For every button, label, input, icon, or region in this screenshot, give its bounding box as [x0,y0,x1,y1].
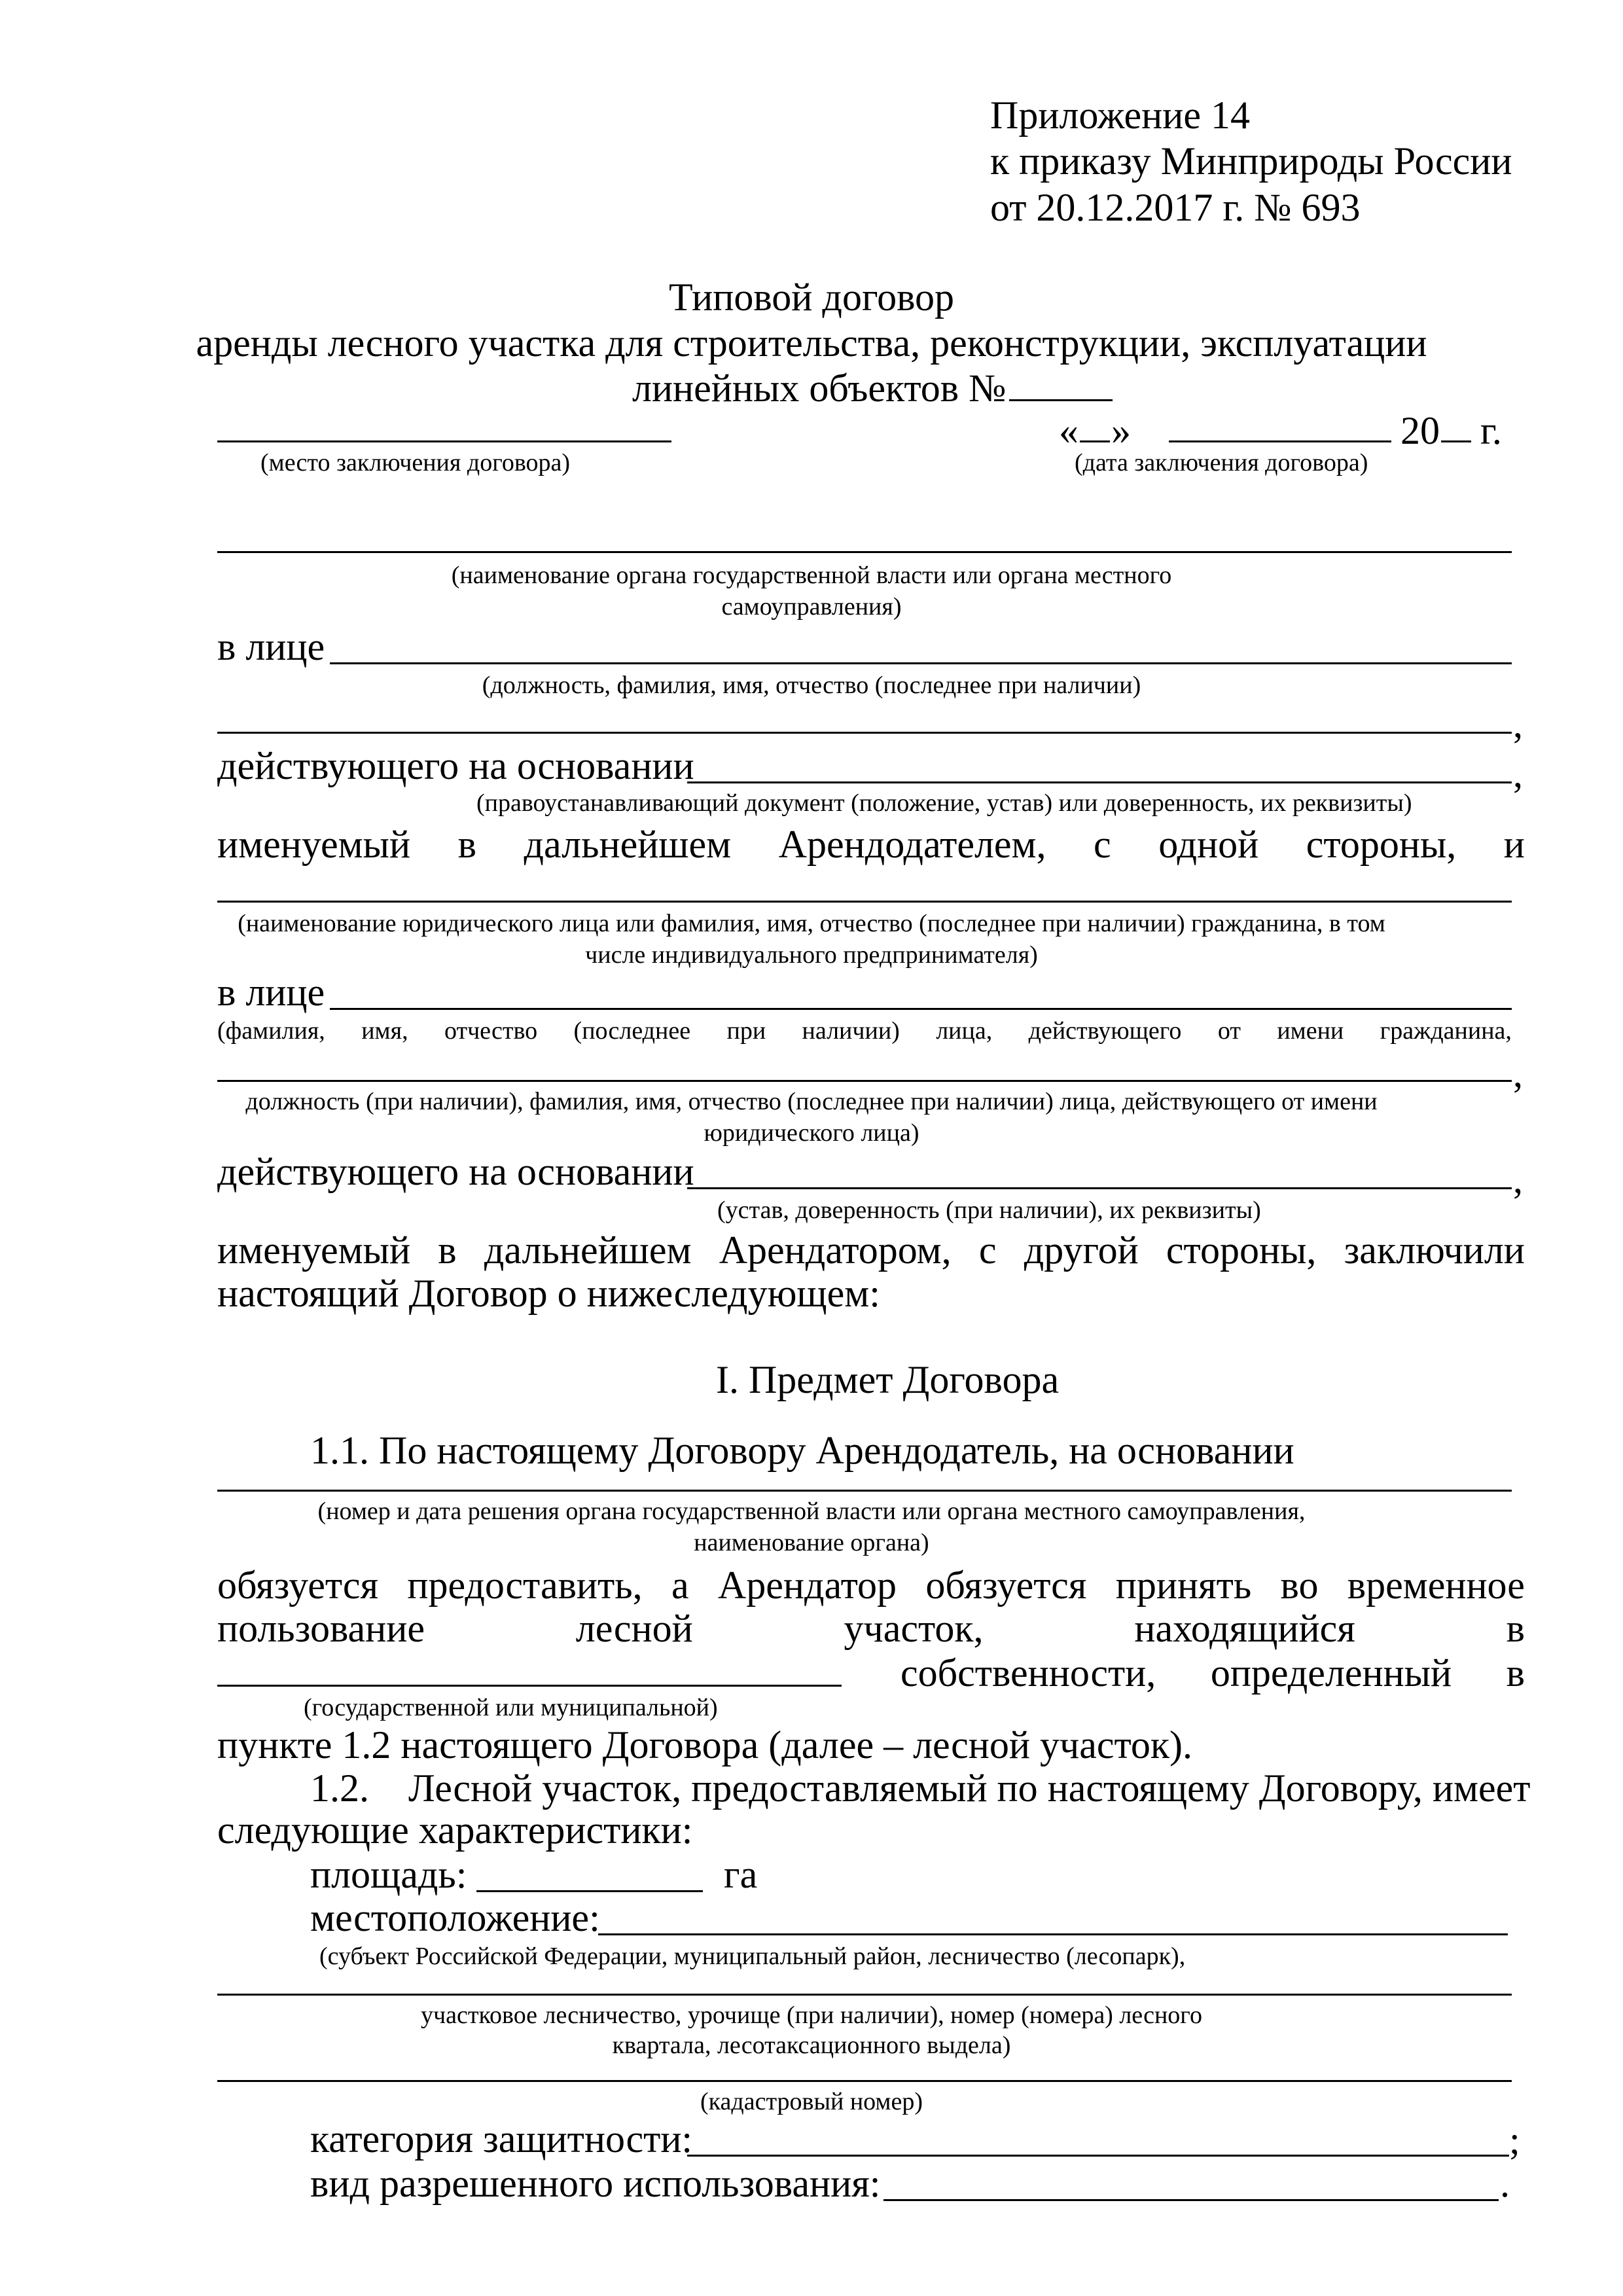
word: действующего [1028,1017,1182,1045]
ownership-caption: (государственной или муниципальной) [304,1694,718,1721]
word: Арендодателем, [778,823,1046,866]
document-title: Типовой договор [669,276,954,319]
ownership-line-text [901,1653,1525,1693]
word: лесной [575,1607,693,1650]
word: пользование [217,1607,425,1650]
word: наличии) [802,1017,900,1045]
word: отчество [444,1017,538,1045]
word: в [438,1229,457,1272]
lessor-basis-caption: (правоустанавливающий документ (положение, устав) или доверенность, их реквизиты) [476,789,1412,817]
protection-end: ; [1509,2119,1520,2162]
use-line [217,1609,1525,1648]
day-close-quote: » [1111,409,1131,452]
area-label: площадь: [310,1853,467,1896]
word: именуемый [217,1229,411,1272]
word: Арендатор [717,1564,897,1607]
word: (последнее [573,1017,691,1045]
lessee-person-comma: , [1513,1052,1523,1095]
lessee-person-line [330,1008,1512,1010]
lessor-basis-comma: , [1513,752,1523,795]
lessee-basis-label: действующего на основании [217,1150,694,1193]
appendix-date: от 20.12.2017 г. № 693 [990,186,1361,229]
lessee-name-caption: (наименование юридического лица или фамилия, имя, отчество (последнее при наличии) гражданина, в том [238,910,1385,937]
appendix-order: к приказу Минприроды России [990,139,1512,183]
location-line [598,1933,1508,1935]
year-suffix: г. [1480,409,1502,452]
word: Арендатором, [719,1229,952,1272]
decision-caption: (номер и дата решения органа государственной власти или органа местного самоуправления, [317,1498,1306,1525]
usage-line [883,2199,1499,2201]
usage-label: вид разрешенного использования: [310,2162,881,2205]
word: временное [1347,1564,1525,1607]
lessor-person-line-2 [217,732,1512,734]
lessor-named-line [217,825,1525,864]
word: имени [1277,1017,1344,1045]
cadastral-caption: (кадастровый номер) [700,2088,923,2115]
lessor-person-line [330,662,1512,664]
clause-1-2-number: 1.2. [310,1767,369,1810]
word: с [978,1229,997,1272]
authority-line [217,551,1512,553]
clause-1-2-line-2: следующие характеристики: [217,1808,693,1852]
area-line [476,1890,703,1892]
date-caption: (дата заключения договора) [1075,449,1368,476]
word: гражданина, [1380,1017,1512,1045]
authority-caption: (наименование органа государственной власти или органа местного [451,562,1172,589]
usage-end: . [1500,2162,1510,2205]
location-caption-2: участковое лесничество, урочище (при наличии), номер (номера) лесного [421,2001,1202,2029]
place-caption: (место заключения договора) [260,449,571,476]
lessor-basis-line [687,781,1512,783]
word: и [1503,823,1525,866]
word: заключили [1344,1229,1525,1272]
place-line [217,440,671,442]
clause-1-1-tail: пункте 1.2 настоящего Договора (далее – лесной участок). [217,1723,1193,1767]
lessee-named-line-2: настоящий Договор о нижеследующем: [217,1272,880,1315]
word: в [1506,1607,1525,1650]
lessor-basis-label: действующего на основании [217,744,694,787]
lessee-basis-comma: , [1513,1158,1523,1201]
word: предоставить, [407,1564,643,1607]
appendix-number: Приложение 14 [990,94,1251,137]
lessee-in-person-label: в лице [217,971,325,1014]
location-label: местоположение: [310,1896,600,1939]
lessee-person-line-2 [217,1080,1512,1082]
word: принять [1115,1564,1252,1607]
word: обязуется [925,1564,1087,1607]
lessor-person-comma: , [1513,702,1523,745]
day-open-quote: « [1059,409,1079,452]
year-line [1441,440,1471,442]
word: определенный [1210,1651,1452,1695]
word: в [1506,1651,1525,1695]
clause-1-2-text: Лесной участок, предоставляемый по настоящему Договору, имеет [408,1767,1531,1810]
word: а [671,1564,689,1607]
word: во [1280,1564,1319,1607]
word: другой [1024,1229,1139,1272]
section-1-heading: I. Предмет Договора [716,1358,1060,1401]
location-line-2 [217,1994,1512,1996]
month-line [1169,440,1391,442]
clause-1-1-intro: 1.1. По настоящему Договору Арендодатель, на основании [310,1429,1294,1472]
lessor-in-person-label: в лице [217,625,325,668]
decision-line [217,1490,1512,1492]
protection-line [687,2155,1509,2157]
area-unit: га [724,1853,758,1896]
word: имя, [361,1017,408,1045]
word: стороны, [1166,1229,1317,1272]
lessee-name-caption-2: числе индивидуального предпринимателя) [585,941,1038,969]
contract-number-line [1009,399,1113,401]
word: с [1094,823,1111,866]
lessee-person-caption [217,1018,1512,1043]
ownership-line [217,1685,842,1687]
word: одной [1158,823,1259,866]
location-caption: (субъект Российской Федерации, муниципальный район, лесничество (лесопарк), [319,1943,1186,1970]
obligation-line [217,1566,1525,1605]
word: собственности, [901,1651,1156,1695]
word: лица, [936,1017,993,1045]
word: от [1217,1017,1241,1045]
decision-caption-2: наименование органа) [694,1529,929,1556]
day-line [1080,440,1110,442]
lessee-person-caption-2: должность (при наличии), фамилия, имя, отчество (последнее при наличии) лица, действующего от имени [245,1088,1378,1115]
lessee-basis-line [687,1187,1512,1189]
lessor-person-caption: (должность, фамилия, имя, отчество (последнее при наличии) [482,672,1141,699]
word: в [457,823,476,866]
location-caption-3: квартала, лесотаксационного выдела) [612,2032,1011,2059]
authority-caption-2: самоуправления) [721,593,902,620]
document-subtitle-number: линейных объектов № [632,367,1007,410]
lessee-person-caption-3: юридического лица) [704,1119,919,1147]
word: обязуется [217,1564,379,1607]
lessee-named-line [217,1230,1525,1270]
word: именуемый [217,823,411,866]
word: участок, [844,1607,984,1650]
word: дальнейшем [524,823,732,866]
word: стороны, [1306,823,1457,866]
document-subtitle: аренды лесного участка для строительства, реконструкции, эксплуатации [196,321,1427,365]
word: при [726,1017,766,1045]
lessee-basis-caption: (устав, доверенность (при наличии), их реквизиты) [717,1196,1261,1224]
word: (фамилия, [217,1017,325,1045]
year-prefix: 20 [1400,409,1440,452]
cadastral-line [217,2080,1512,2082]
lessee-name-line [217,901,1512,903]
word: дальнейшем [484,1229,692,1272]
protection-label: категория защитности: [310,2117,693,2161]
word: находящийся [1134,1607,1355,1650]
